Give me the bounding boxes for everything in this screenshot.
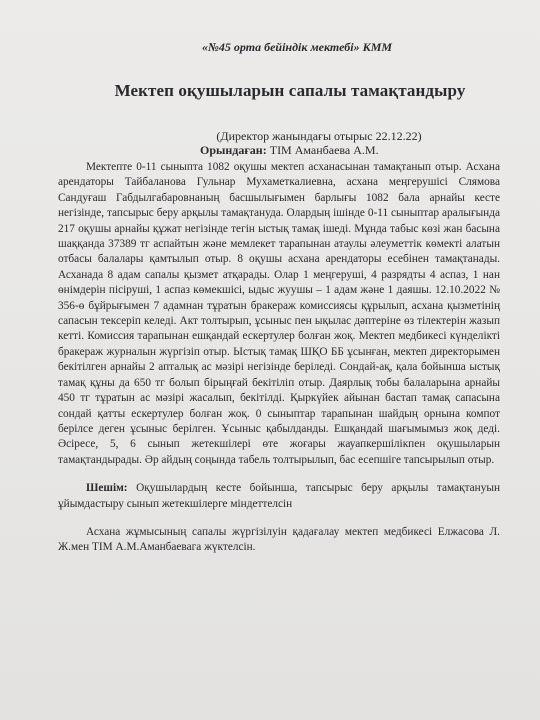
- speaker-line: [200, 143, 500, 157]
- closing-paragraph: Асхана жұмысының сапалы жүргізілуін қадағалау мектеп медбикесі Елжасова Л. Ж.мен ТІМ А.М.Аманбаевага жүктелсін.: [58, 525, 500, 554]
- document-title: Мектеп оқушыларын сапалы тамақтандыру: [114, 81, 466, 100]
- speaker-label: Орындаған:: [200, 143, 267, 157]
- speaker-name: ТІМ Аманбаева А.М.: [269, 143, 379, 157]
- report-body: Мектепте 0-11 сыныпта 1082 оқушы мектеп асханасынан тамақтанып отыр. Асхана арендаторы Тайбаланова Гульнар Мухаметкалиевна, асхана меңгерушісі Слямова Сандуғаш Габдылгабаровнаның басшылығымен барлығы 1082 бала арнайы кесте негізінде, тапсырыс беру арқылы тамақтануда. Олардың ішінде 0-11 сыныптар аралығында 217 оқушы арнайы құжат негізінде тегін ыстық тамақ ішеді. Мұнда табыс көзі жан басына шаққанда 37389 тг аспайтын және мемлекет тарапынан атаулы әлеуметтік көмекті алатын отбасы балалары қамтылып отыр. 8 оқушы асхана арендаторы есебінен тамақтанады. Асханада 8 адам сапалы қызмет атқарады. Олар 1 меңгеруші, 4 разрядты 4 аспаз, 1 нан өнімдерін пісіруші, 1 аспаз көмекшісі, ыдыс жуушы – 1 адам және 1 даяшы. 12.10.2022 № 356-ө бұйрығымен 7 адамнан тұратын бракераж комиссиясы құрылып, асхана қызметінің сапасын тексеріп келеді. Акт толтырып, ұсыныс пен ықылас дәптеріне өз тілектерін жазып кетті. Комиссия тарапынан ешқандай ескертулер болған жоқ. Мектеп медбикесі күнделікті бракераж журналын жүргізіп отыр. Ыстық тамақ ШҚО ББ ұсынған, мектеп директорымен бекітілген арнайы 2 апталық ас мәзірі негізінде беріледі. Сондай-ақ, қала бойынша ыстық тамақ құны да 650 тг болып бірыңғай бекітіліп отыр. Даярлық тобы балаларына арнайы 450 тг тұратын ас мәзірі жасалып, бекітілді. Қыркүйек айынан бастап тамақ сапасына сондай қатты ескертулер болған жоқ. 0 сыныптар тарапынан шайдың орнына компот берілсе деген ұсыныс берілген. Ұсыныс қабылданды. Ешқандай шағымымыз жоқ деді. Әсіресе, 5, 6 сынып жетекшілері өте жоғары жауапкершілікпен оқушыларын тамақтандырады. Әр айдың соңында табель толтырылып, бас есепшіге тапсырылып отыр.: [58, 161, 500, 466]
- decision-label: Шешім:: [86, 482, 128, 495]
- decision-paragraph: [58, 481, 500, 512]
- meeting-info: (Директор жанындағы отырыс 22.12.22): [216, 129, 422, 143]
- school-name: «№45 орта бейіндік мектебі» КММ: [201, 40, 393, 54]
- decision-text: Оқушылардың кесте бойынша, тапсырыс беру арқылы тамақтануын ұйымдастыру сынып жетекшілерге міндеттелсін: [58, 482, 500, 510]
